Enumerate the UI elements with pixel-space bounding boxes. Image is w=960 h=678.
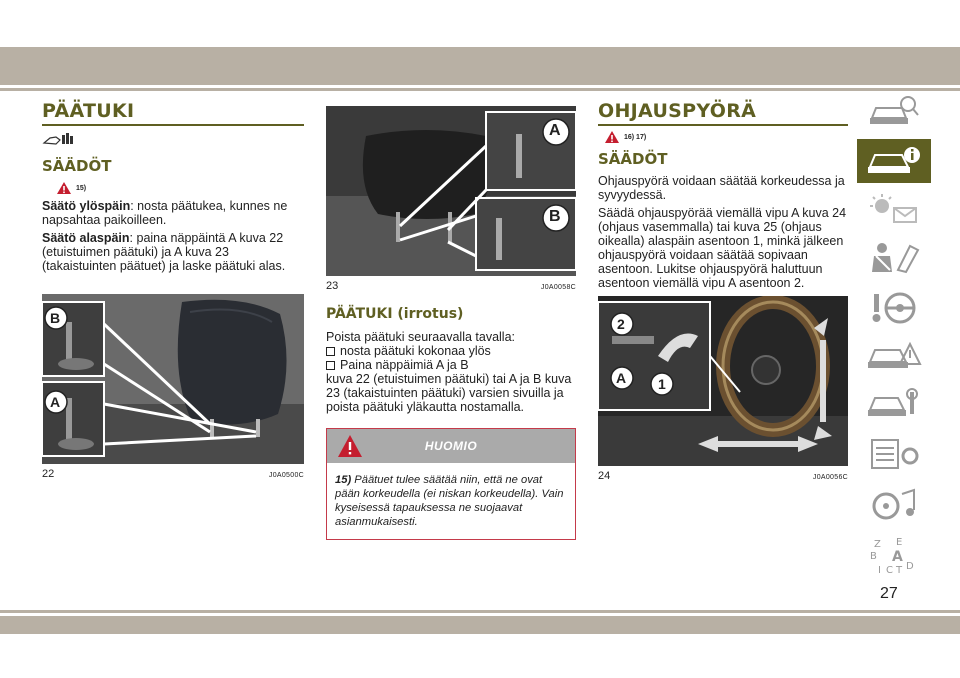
vehicle-mirror-icon [42,132,304,151]
figure-number: 24 [598,470,611,482]
checkbox-bullet-icon [326,361,335,370]
tab-lights-messages[interactable] [857,188,931,232]
tab-technical-data[interactable] [857,432,931,476]
warning-icon [56,181,72,195]
section-title-headrest: PÄÄTUKI [42,100,304,126]
car-info-icon [866,143,922,179]
tab-maintenance[interactable] [857,384,931,428]
steering-wheel-icon [866,290,922,326]
header-band [0,47,960,85]
checkbox-bullet-icon [326,347,335,356]
headrest-illustration [42,294,304,464]
note-box [326,428,576,540]
index-letter: I [878,565,881,576]
warning-icon [604,130,620,144]
tab-car-info[interactable] [857,139,931,183]
warning-icon [337,434,363,458]
figure-number: 22 [42,468,55,480]
warning-ref [56,181,304,195]
column-headrest [42,100,304,480]
steering-wheel-illustration [598,296,848,466]
paragraph-down: Säätö alaspäin: paina näppäintä A kuva 22 (etuistuimen päätuki) ja A kuva 23 (takaistuinten päätuet) ja laske päätuki alas. [42,231,286,273]
steering-paragraph-2: Säädä ohjauspyörää viemällä vipu A kuva 24 (ohjaus vasemmalla) tai kuva 25 (ohjaus oikealla) alaspäin asentoon 1, minkä jälkeen ohjauspyörä voidaan säätää sopivaan asentoon. Lukitse ohjauspyörä haluttuun asentoon viemällä vipu A asentoon 2. [598,206,847,290]
index-letter: A [892,549,903,565]
car-magnifier-icon [866,94,922,130]
note-title: HUOMIO [424,439,478,453]
removal-text: kuva 22 (etuistuimen päätuki) tai A ja B kuva 23 (takaistuinten päätuki) varsien sivuilla ja poista päätuki yläkautta nostamalla. [326,372,572,414]
figure-code: J0A0058C [540,284,576,291]
warning-ref [604,130,848,144]
list-item: Paina näppäimiä A ja B [326,358,576,372]
removal-intro: Poista päätuki seuraavalla tavalla: [326,330,516,344]
note-body: 15) Päätuet tulee säätää niin, että ne ovat pään korkeudella (ei niskan korkeudella). Vain kyseisessä tapauksessa ne suojaavat asianmukaisesti. [335,474,564,528]
label-a: A [549,122,561,139]
label-b: B [549,208,561,225]
label-a: A [50,394,61,410]
section-title-steering: OHJAUSPYÖRÄ [598,100,848,126]
figure-24-caption [598,470,848,482]
header-rule [0,88,960,91]
column-steering-wheel [598,100,848,482]
tab-car-search[interactable] [857,90,931,134]
figure-code: J0A0056C [812,474,848,481]
figure-22 [42,294,304,464]
footer-band [0,616,960,634]
tab-emergency[interactable] [857,334,931,378]
figure-code: J0A0500C [268,472,304,479]
index-letter: D [906,561,914,572]
tab-multimedia[interactable] [857,482,931,526]
label-a: A [616,370,627,386]
label-2: 2 [617,316,625,332]
rear-headrest-illustration [326,106,576,276]
figure-23 [326,106,576,276]
light-envelope-icon [866,192,922,228]
tab-driving[interactable] [857,286,931,330]
index-letter: B [870,551,877,562]
footer-rule [0,610,960,613]
column-headrest-removal [326,100,576,540]
index-letter: Z [874,539,881,550]
label-1: 1 [658,376,666,392]
car-warning-icon [866,338,922,374]
figure-23-caption [326,280,576,292]
index-letter: E [896,537,903,548]
list-gear-icon [866,436,922,472]
page-number: 27 [880,585,898,602]
subsection-title-adjust: SÄÄDÖT [598,150,668,168]
paragraph-up: Säätö ylöspäin: nosta päätukea, kunnes ne napsahtaa paikoilleen. [42,199,288,227]
seat-belt-icon [866,240,922,276]
note-header [327,429,575,463]
multimedia-icon [866,486,922,522]
warning-ref-number: 16) 17) [624,133,647,141]
figure-22-caption [42,468,304,480]
index-letter: C [886,565,893,576]
index-letter: T [896,565,903,576]
label-b: B [50,310,61,326]
warning-ref-number: 15) [76,184,87,192]
car-wrench-icon [866,388,922,424]
tab-safety[interactable] [857,236,931,280]
figure-24 [598,296,848,466]
index-letters-icon [866,533,922,577]
tab-index[interactable] [857,530,931,580]
steering-paragraph-1: Ohjauspyörä voidaan säätää korkeudessa ja syvyydessä. [598,174,845,202]
figure-number: 23 [326,280,339,292]
subsection-title-adjust: SÄÄDÖT [42,157,112,175]
list-item: nosta päätuki kokonaa ylös [326,344,576,358]
subsection-title-removal: PÄÄTUKI (irrotus) [326,306,464,322]
